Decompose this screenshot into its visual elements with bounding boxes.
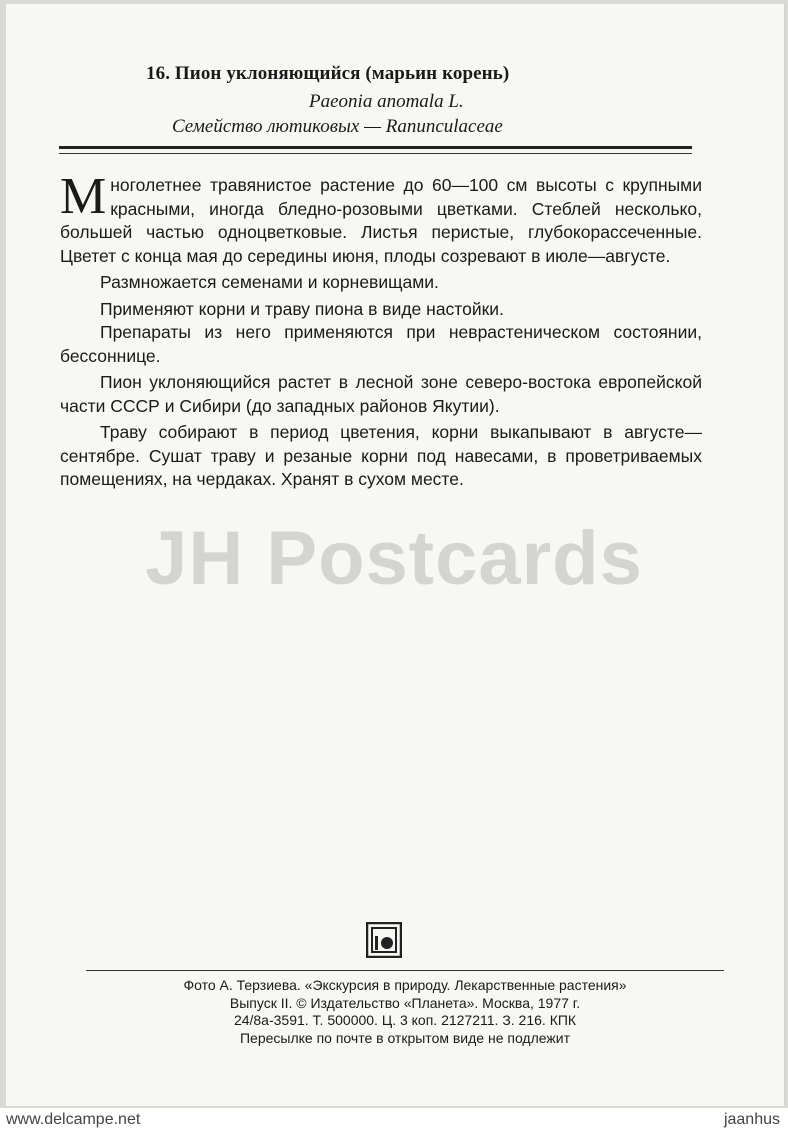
imprint-line: Пересылке по почте в открытом виде не подлежит xyxy=(239,1029,571,1046)
footer-strip xyxy=(0,1108,788,1132)
latin-name: Paeonia anomala L. xyxy=(309,91,464,112)
footer-seller-credit: jaanhus xyxy=(723,1111,780,1128)
imprint-line: 24/8а-3591. Т. 500000. Ц. 3 коп. 2127211. З. 216. КПК xyxy=(233,1012,577,1028)
paragraph-5: Пион уклоняющийся растет в лесной зоне северо-востока европейской части СССР и Сибири (до западных районов Якутии). xyxy=(60,372,702,416)
imprint-line: Фото А. Терзиева. «Экскурсия в природу. Лекарственные растения» xyxy=(183,977,627,993)
plant-title: 16. Пион уклоняющийся (марьин корень) xyxy=(146,63,510,84)
header-rule-thick xyxy=(59,146,692,149)
paragraph-4: Препараты из него применяются при неврастеническом состоянии, бессоннице. xyxy=(60,322,702,366)
family-name: Семейство лютиковых — Ranunculaceae xyxy=(172,116,503,137)
imprint-rule xyxy=(86,970,724,971)
paragraph-6: Траву собирают в период цветения, корни выкапывают в августе—сентябре. Сушат траву и резаные корни под навесами, в проветриваемых помещениях, на чердаках. Хранят в сухом месте. xyxy=(60,422,702,489)
imprint-block xyxy=(86,977,724,1047)
description-text xyxy=(60,168,702,492)
paragraph-3: Применяют корни и траву пиона в виде настойки. xyxy=(100,298,504,319)
publisher-logo-icon xyxy=(366,922,402,958)
paragraph-1: Многолетнее травянистое растение до 60—100 см высоты с крупными красными, иногда бледно-розовыми цветками. Стеблей несколько, большей частью одноцветковые. Листья перистые, глубокорассеченные. Цветет с конца мая до середины июня, плоды созревают в июле—августе. xyxy=(60,168,702,266)
dropcap-letter: М xyxy=(60,168,107,225)
imprint-line: Выпуск II. © Издательство «Планета». Москва, 1977 г. xyxy=(229,994,581,1011)
header-rule-thin xyxy=(59,153,692,154)
paragraph-2: Размножается семенами и корневищами. xyxy=(100,272,439,292)
footer-site-credit: www.delcampe.net xyxy=(6,1111,141,1128)
watermark-text: JH Postcards xyxy=(145,516,643,601)
